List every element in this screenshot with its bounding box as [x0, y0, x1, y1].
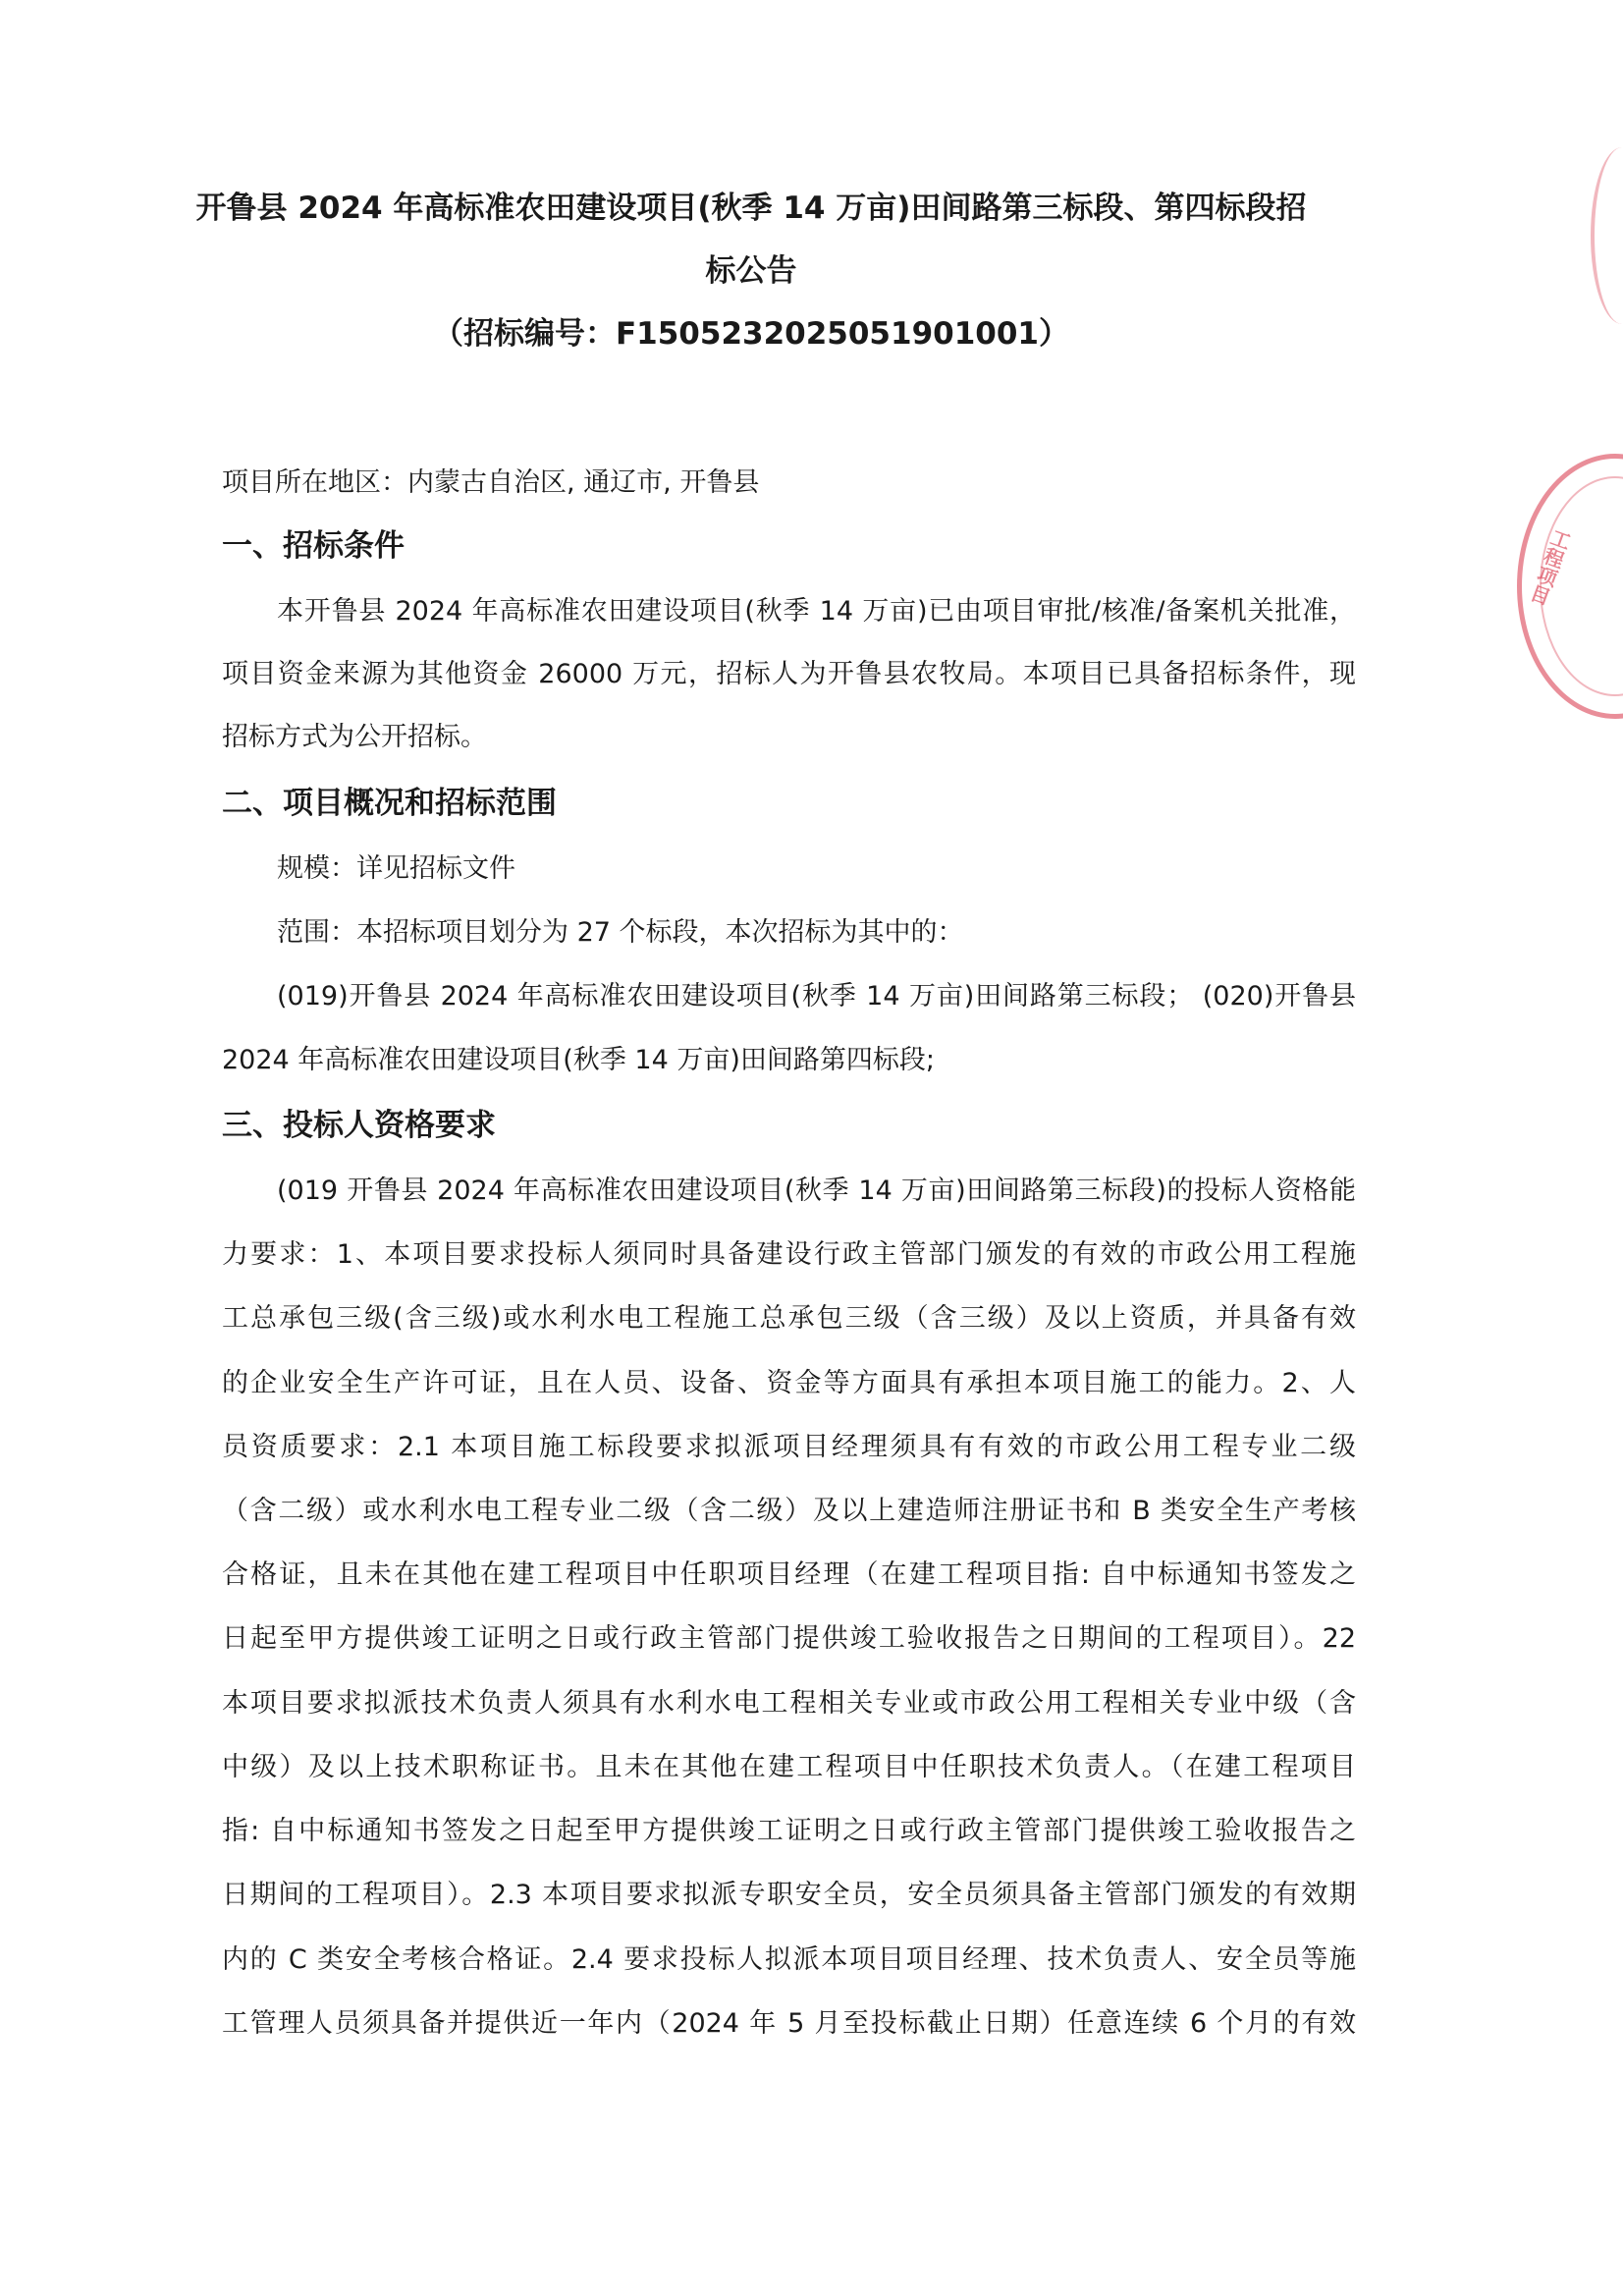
section3-line: 内的 C 类安全考核合格证。2.4 要求投标人拟派本项目项目经理、技术负责人、安全员等施: [222, 1944, 1356, 1975]
section3-line: 的企业安全生产许可证，且在人员、设备、资金等方面具有承担本项目施工的能力。2、人: [222, 1368, 1356, 1398]
section1-heading: 一、招标条件: [222, 528, 405, 564]
tender-number: （招标编号：F1505232025051901001）: [432, 316, 1069, 352]
section2-heading: 二、项目概况和招标范围: [222, 786, 557, 821]
section1-line: 项目资金来源为其他资金 26000 万元，招标人为开鲁县农牧局。本项目已具备招标条件，现: [222, 659, 1356, 689]
section3-line: 日起至甲方提供竣工证明之日或行政主管部门提供竣工验收报告之日期间的工程项目）。22: [222, 1623, 1356, 1654]
section1-line: 招标方式为公开招标。: [222, 722, 487, 752]
section2-lots-line: 2024 年高标准农田建设项目(秋季 14 万亩)田间路第四标段;: [222, 1045, 935, 1075]
seal-text: 工程项目: [1525, 525, 1574, 608]
section3-line: 本项目要求拟派技术负责人须具有水利水电工程相关专业或市政公用工程相关专业中级（含: [222, 1688, 1356, 1719]
section2-scale: 规模：详见招标文件: [277, 853, 515, 884]
section2-scope: 范围：本招标项目划分为 27 个标段，本次招标为其中的：: [277, 917, 964, 948]
section3-line: 合格证，且未在其他在建工程项目中任职项目经理（在建工程项目指: 自中标通知书签发之: [222, 1559, 1356, 1590]
official-seal: [1517, 454, 1623, 719]
section3-line: 中级）及以上技术职称证书。且未在其他在建工程项目中任职技术负责人。（在建工程项目: [222, 1752, 1356, 1782]
section3-line: 工管理人员须具备并提供近一年内（2024 年 5 月至投标截止日期）任意连续 6 个月的有效: [222, 2008, 1356, 2039]
section3-line: 力要求：1、本项目要求投标人须同时具备建设行政主管部门颁发的有效的市政公用工程施: [222, 1239, 1356, 1270]
document-title-line2: 标公告: [705, 253, 797, 289]
section3-line: （含二级）或水利水电工程专业二级（含二级）及以上建造师注册证书和 B 类安全生产考核: [222, 1496, 1356, 1526]
section1-line: 本开鲁县 2024 年高标准农田建设项目(秋季 14 万亩)已由项目审批/核准/备案机关批准，: [277, 596, 1356, 627]
project-location: 项目所在地区：内蒙古自治区, 通辽市, 开鲁县: [222, 467, 760, 498]
section3-line: 员资质要求：2.1 本项目施工标段要求拟派项目经理须具有有效的市政公用工程专业二级: [222, 1432, 1356, 1462]
seal-fragment-top: [1591, 147, 1623, 324]
section3-heading: 三、投标人资格要求: [222, 1108, 496, 1143]
section3-line: 日期间的工程项目）。2.3 本项目要求拟派专职安全员，安全员须具备主管部门颁发的有效期: [222, 1880, 1356, 1910]
section3-line: (019 开鲁县 2024 年高标准农田建设项目(秋季 14 万亩)田间路第三标段)的投标人资格能: [277, 1175, 1356, 1206]
section3-line: 工总承包三级(含三级)或水利水电工程施工总承包三级（含三级）及以上资质，并具备有效: [222, 1303, 1356, 1334]
document-title-line1: 开鲁县 2024 年高标准农田建设项目(秋季 14 万亩)田间路第三标段、第四标段招: [195, 191, 1307, 226]
section2-lots-line: (019)开鲁县 2024 年高标准农田建设项目(秋季 14 万亩)田间路第三标段； (020)开鲁县: [277, 981, 1356, 1011]
section3-line: 指: 自中标通知书签发之日起至甲方提供竣工证明之日或行政主管部门提供竣工验收报告之: [222, 1816, 1356, 1846]
